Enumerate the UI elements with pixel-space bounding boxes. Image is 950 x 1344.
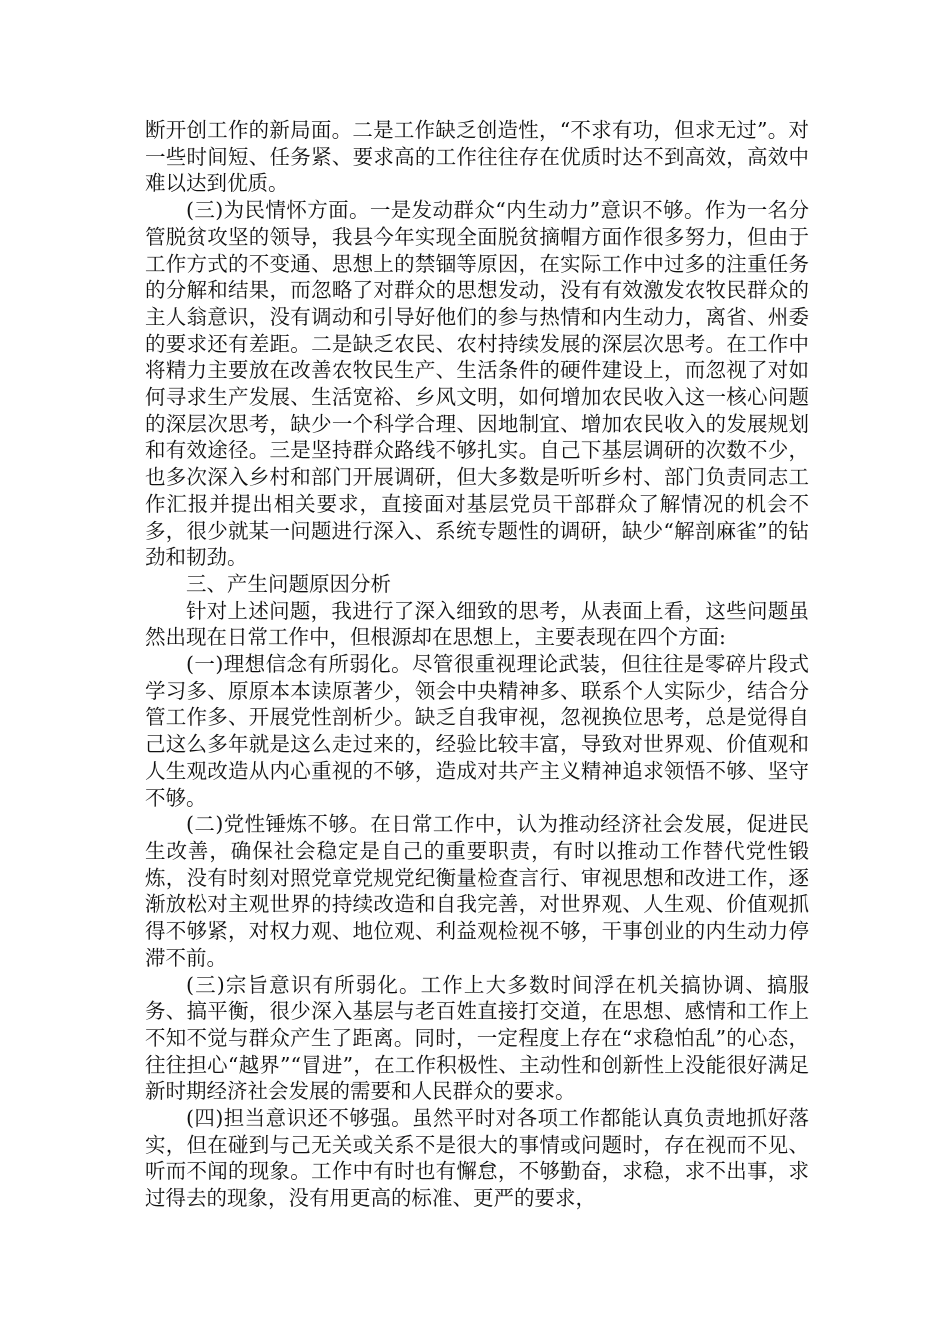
paragraph-purpose-awareness: (三)宗旨意识有所弱化。工作上大多数时间浮在机关搞协调、搞服务、搞平衡，很少深入基层与老百姓直接打交道，在思想、感情和工作上不知不觉与群众产生了距离。同时，一定程度上存在“求稳怕乱”的心态，往往担心“越界”“冒进”，在工作积极性、主动性和创新性上没能很好满足新时期经济社会发展的需要和人民群众的要求。 [145, 972, 809, 1104]
paragraph-people-sentiment: (三)为民情怀方面。一是发动群众“内生动力”意识不够。作为一名分管脱贫攻坚的领导，我县今年实现全面脱贫摘帽方面作很多努力，但由于工作方式的不变通、思想上的禁锢等原因，在实际工作中过多的注重任务的分解和结果，而忽略了对群众的思想发动，没有有效激发农牧民群众的主人翁意识，没有调动和引导好他们的参与热情和内生动力，离省、州委的要求还有差距。二是缺乏农民、农村持续发展的深层次思考。在工作中将精力主要放在改善农牧民生产、生活条件的硬件建设上，而忽视了对如何寻求生产发展、生活宽裕、乡风文明，如何增加农民收入这一核心问题的深层次思考，缺少一个科学合理、因地制宜、增加农民收入的发展规划和有效途径。三是坚持群众路线不够扎实。自己下基层调研的次数不少，也多次深入乡村和部门开展调研，但大多数是听听乡村、部门负责同志工作汇报并提出相关要求，直接面对基层党员干部群众了解情况的机会不多，很少就某一问题进行深入、系统专题性的调研，缺少“解剖麻雀”的钻劲和韧劲。 [145, 198, 809, 570]
paragraph-responsibility: (四)担当意识还不够强。虽然平时对各项工作都能认真负责地抓好落实，但在碰到与己无关或关系不是很大的事情或问题时，存在视而不见、听而不闻的现象。工作中有时也有懈怠，不够勤奋，求稳，求不出事，求过得去的现象，没有用更高的标准、更严的要求， [145, 1106, 809, 1211]
paragraph-ideals-belief: (一)理想信念有所弱化。尽管很重视理论武装，但往往是零碎片段式学习多、原原本本读原著少，领会中央精神多、联系个人实际少，结合分管工作多、开展党性剖析少。缺乏自我审视，忽视换位思考，总是觉得自己这么多年就是这么走过来的，经验比较丰富，导致对世界观、价值观和人生观改造从内心重视的不够，造成对共产主义精神追求领悟不够、坚守不够。 [145, 652, 809, 810]
section-heading-cause-analysis: 三、产生问题原因分析 [186, 571, 391, 596]
paragraph-party-spirit: (二)党性锤炼不够。在日常工作中，认为推动经济社会发展，促进民生改善，确保社会稳定是自己的重要职责，有时以推动工作替代党性锻炼，没有时刻对照党章党规党纪衡量检查言行、审视思想和改进工作，逐渐放松对主观世界的持续改造和自我完善，对世界观、人生观、价值观抓得不够紧，对权力观、地位观、利益观检视不够，干事创业的内生动力停滞不前。 [145, 812, 809, 970]
paragraph-analysis-intro: 针对上述问题，我进行了深入细致的思考，从表面上看，这些问题虽然出现在日常工作中，但根源却在思想上，主要表现在四个方面: [145, 598, 809, 650]
paragraph-continuation: 断开创工作的新局面。二是工作缺乏创造性，“不求有功，但求无过”。对一些时间短、任务紧、要求高的工作往往存在优质时达不到高效，高效中难以达到优质。 [145, 118, 809, 196]
document-body [145, 117, 809, 1212]
